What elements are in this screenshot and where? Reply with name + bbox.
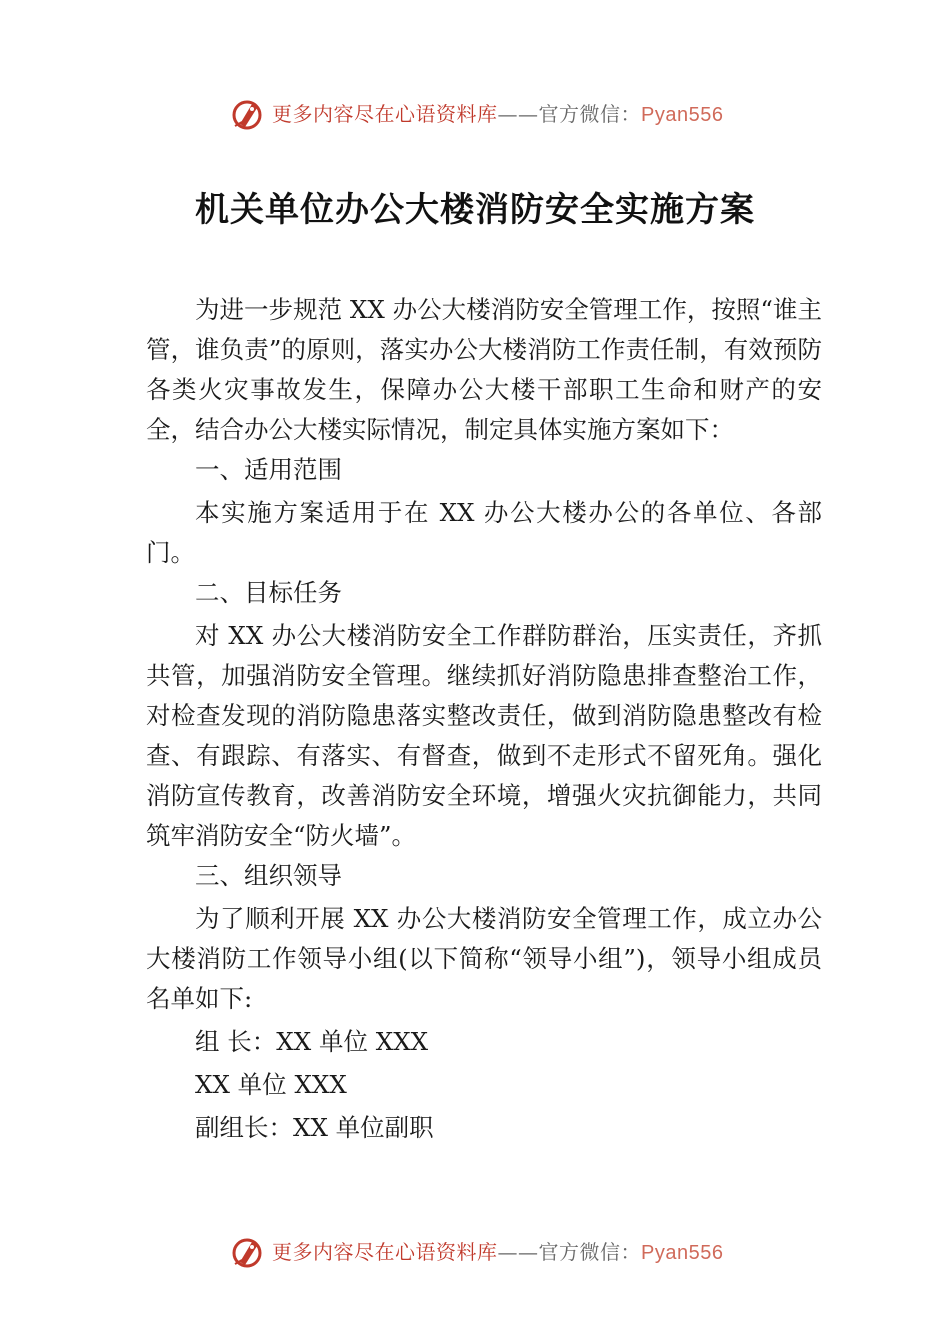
watermark-text: [272, 100, 723, 129]
watermark-separator: ——: [497, 102, 539, 126]
section-body-scope: 本实施方案适用于在 XX 办公大楼办公的各单位、各部门。: [146, 498, 822, 567]
section-heading-organization: 三、组织领导: [195, 861, 342, 890]
intro-paragraph: 为进一步规范 XX 办公大楼消防安全管理工作，按照“谁主管，谁负责”的原则，落实办公大楼消防工作责任制，有效预防各类火灾事故发生，保障办公大楼干部职工生命和财产的安全，结合办公大楼实际情况，制定具体实施方案如下：: [146, 295, 822, 444]
footer-watermark-banner: [0, 1232, 950, 1272]
member-line: 副组长：XX 单位副职: [195, 1113, 434, 1142]
member-line: 组 长：XX 单位 XXX: [195, 1027, 429, 1056]
watermark-wechat-label: 官方微信：: [538, 102, 641, 126]
pen-nib-logo-icon: [230, 1234, 266, 1270]
watermark-slogan: 更多内容尽在心语资料库: [272, 102, 498, 126]
section-heading-scope: 一、适用范围: [195, 455, 342, 484]
section-body-goals: 对 XX 办公大楼消防安全工作群防群治，压实责任，齐抓共管，加强消防安全管理。继续抓好消防隐患排查整治工作，对检查发现的消防隐患落实整改责任，做到消防隐患整改有检查、有跟踪、有落实、有督查，做到不走形式不留死角。强化消防宣传教育，改善消防安全环境，增强火灾抗御能力，共同筑牢消防安全“防火墙”。: [146, 621, 822, 850]
watermark-slogan: 更多内容尽在心语资料库: [272, 1240, 498, 1264]
pen-nib-logo-icon: [230, 96, 266, 132]
document-body: [146, 290, 822, 1148]
watermark-text: [272, 1238, 723, 1267]
section-heading-goals: 二、目标任务: [195, 578, 342, 607]
watermark-wechat-id: Pyan556: [641, 1242, 724, 1264]
section-body-organization: 为了顺利开展 XX 办公大楼消防安全管理工作，成立办公大楼消防工作领导小组(以下简称“领导小组”)，领导小组成员名单如下:: [146, 904, 822, 1013]
watermark-wechat-id: Pyan556: [641, 104, 724, 126]
header-watermark-banner: [0, 94, 950, 134]
member-line: XX 单位 XXX: [195, 1070, 347, 1099]
watermark-separator: ——: [497, 1240, 539, 1264]
page-title: 机关单位办公大楼消防安全实施方案: [195, 190, 755, 230]
watermark-wechat-label: 官方微信：: [538, 1240, 641, 1264]
